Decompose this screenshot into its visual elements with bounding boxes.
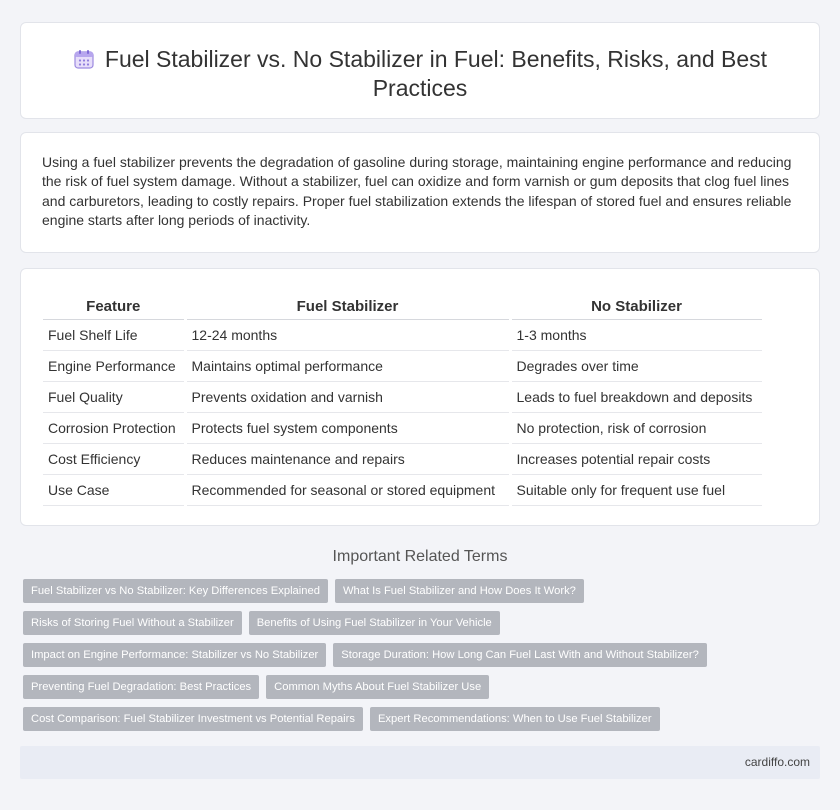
related-term-tag[interactable]: Preventing Fuel Degradation: Best Practices [23, 675, 259, 699]
related-term-tag[interactable]: Cost Comparison: Fuel Stabilizer Investment vs Potential Repairs [23, 707, 363, 731]
tag-row [23, 707, 823, 731]
footer-site-link[interactable]: cardiffo.com [744, 755, 810, 769]
stabilizer-cell: Reduces maintenance and repairs [185, 443, 510, 474]
tag-row [23, 579, 823, 603]
no-stabilizer-cell: Degrades over time [510, 350, 763, 381]
related-terms-list [23, 579, 823, 739]
header-feature: Feature [43, 295, 185, 319]
table-row [43, 350, 763, 381]
related-term-tag[interactable]: What Is Fuel Stabilizer and How Does It Work? [335, 579, 584, 603]
feature-cell: Corrosion Protection [43, 412, 185, 443]
intro-paragraph: Using a fuel stabilizer prevents the degradation of gasoline during storage, maintaining engine performance and reducing the risk of fuel system damage. Without a stabilizer, fuel can oxidize and form varnish or gum deposits that clog fuel lines and carburetors, leading to costly repairs. Proper fuel stabilization extends the lifespan of stored fuel and ensures reliable engine starts after long periods of inactivity. [42, 154, 792, 228]
tag-row [23, 611, 823, 635]
table-header-row [43, 295, 763, 319]
stabilizer-cell: Recommended for seasonal or stored equipment [185, 474, 510, 505]
stabilizer-cell: Prevents oxidation and varnish [185, 381, 510, 412]
no-stabilizer-cell: Increases potential repair costs [510, 443, 763, 474]
no-stabilizer-cell: No protection, risk of corrosion [510, 412, 763, 443]
related-term-tag[interactable]: Benefits of Using Fuel Stabilizer in Your Vehicle [249, 611, 500, 635]
no-stabilizer-cell: Suitable only for frequent use fuel [510, 474, 763, 505]
table-row [43, 474, 763, 505]
table-row [43, 381, 763, 412]
table-row [43, 412, 763, 443]
footer [20, 746, 820, 779]
table-row [43, 319, 763, 350]
feature-cell: Use Case [43, 474, 185, 505]
related-term-tag[interactable]: Common Myths About Fuel Stabilizer Use [266, 675, 489, 699]
tag-row [23, 675, 823, 699]
feature-cell: Engine Performance [43, 350, 185, 381]
stabilizer-cell: Maintains optimal performance [185, 350, 510, 381]
stabilizer-cell: Protects fuel system components [185, 412, 510, 443]
calendar-icon [73, 48, 95, 70]
header-fuel-stabilizer: Fuel Stabilizer [185, 295, 510, 319]
feature-cell: Fuel Shelf Life [43, 319, 185, 350]
title-card [20, 22, 820, 119]
related-term-tag[interactable]: Storage Duration: How Long Can Fuel Last With and Without Stabilizer? [333, 643, 707, 667]
page-title-wrap [61, 45, 779, 103]
stabilizer-cell: 12-24 months [185, 319, 510, 350]
intro-card [20, 132, 820, 253]
related-term-tag[interactable]: Risks of Storing Fuel Without a Stabilizer [23, 611, 242, 635]
no-stabilizer-cell: Leads to fuel breakdown and deposits [510, 381, 763, 412]
feature-cell: Cost Efficiency [43, 443, 185, 474]
related-terms-heading: Important Related Terms [332, 548, 508, 565]
comparison-card [20, 268, 820, 526]
tag-row [23, 643, 823, 667]
page-title: Fuel Stabilizer vs. No Stabilizer in Fuel: Benefits, Risks, and Best Practices [104, 46, 768, 101]
feature-cell: Fuel Quality [43, 381, 185, 412]
table-row [43, 443, 763, 474]
related-term-tag[interactable]: Impact on Engine Performance: Stabilizer vs No Stabilizer [23, 643, 326, 667]
comparison-table [43, 295, 765, 506]
related-term-tag[interactable]: Expert Recommendations: When to Use Fuel Stabilizer [370, 707, 660, 731]
related-term-tag[interactable]: Fuel Stabilizer vs No Stabilizer: Key Differences Explained [23, 579, 328, 603]
no-stabilizer-cell: 1-3 months [510, 319, 763, 350]
header-no-stabilizer: No Stabilizer [510, 295, 763, 319]
